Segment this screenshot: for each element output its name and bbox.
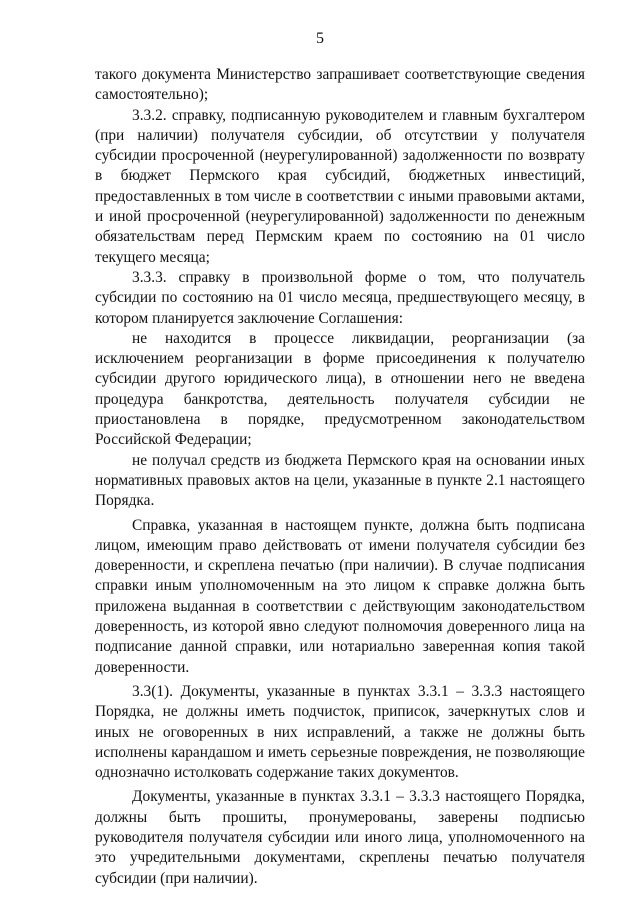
paragraph-3-3-3: 3.3.3. справку в произвольной форме о том, что получатель субсидии по состоянию на 01 число месяца, предшествующего месяцу, в котором планируется заключение Соглашения:: [95, 268, 585, 327]
page-number: 5: [316, 30, 324, 47]
paragraph-3-3-1-requirements: 3.3(1). Документы, указанные в пунктах 3.3.1 – 3.3.3 настоящего Порядка, не должны иметь подчисток, приписок, зачеркнутых слов и иных не оговоренных в них исправлений, а также не должны быть исполнены карандашом и иметь серьезные повреждения, не позволяющие однозначно истолковать содержание таких документов.: [95, 682, 585, 782]
document-body: [95, 65, 585, 889]
paragraph-not-in-liquidation: не находится в процессе ликвидации, реорганизации (за исключением реорганизации в форме присоединения к получателю субсидии другого юридического лица), в отношении него не введена процедура банкротства, деятельность получателя субсидии не приостановлена в порядке, предусмотренном законодательством Российской Федерации;: [95, 329, 585, 449]
paragraph-3-3-2: 3.3.2. справку, подписанную руководителем и главным бухгалтером (при наличии) получателя субсидии, об отсутствии у получателя субсидии просроченной (неурегулированной) задолженности по возврату в бюджет Пермского края субсидий, бюджетных инвестиций, предоставленных в том числе в соответствии с иными правовыми актами, и иной просроченной (неурегулированной) задолженности по денежным обязательствам перед Пермским краем по состоянию на 01 число текущего месяца;: [95, 106, 585, 266]
paragraph-no-budget-funds: не получал средств из бюджета Пермского края на основании иных нормативных правовых актов на цели, указанные в пункте 2.1 настоящего Порядка.: [95, 451, 585, 510]
paragraph-continuation: такого документа Министерство запрашивает соответствующие сведения самостоятельно);: [95, 66, 585, 104]
paragraph-documents-binding: Документы, указанные в пунктах 3.3.1 – 3.3.3 настоящего Порядка, должны быть прошиты, пронумерованы, заверены подписью руководителя получателя субсидии или иного лица, уполномоченного на это учредительными документами, скреплены печатью получателя субсидии (при наличии).: [95, 788, 585, 887]
paragraph-certificate-signing: Справка, указанная в настоящем пункте, должна быть подписана лицом, имеющим право действовать от имени получателя субсидии без доверенности, и скреплена печатью (при наличии). В случае подписания справки иным уполномоченным на это лицом к справке должна быть приложена выданная в соответствии с действующим законодательством доверенность, из которой явно следуют полномочия доверенного лица на подписание данной справки, или нотариально заверенная копия такой доверенности.: [95, 516, 585, 676]
